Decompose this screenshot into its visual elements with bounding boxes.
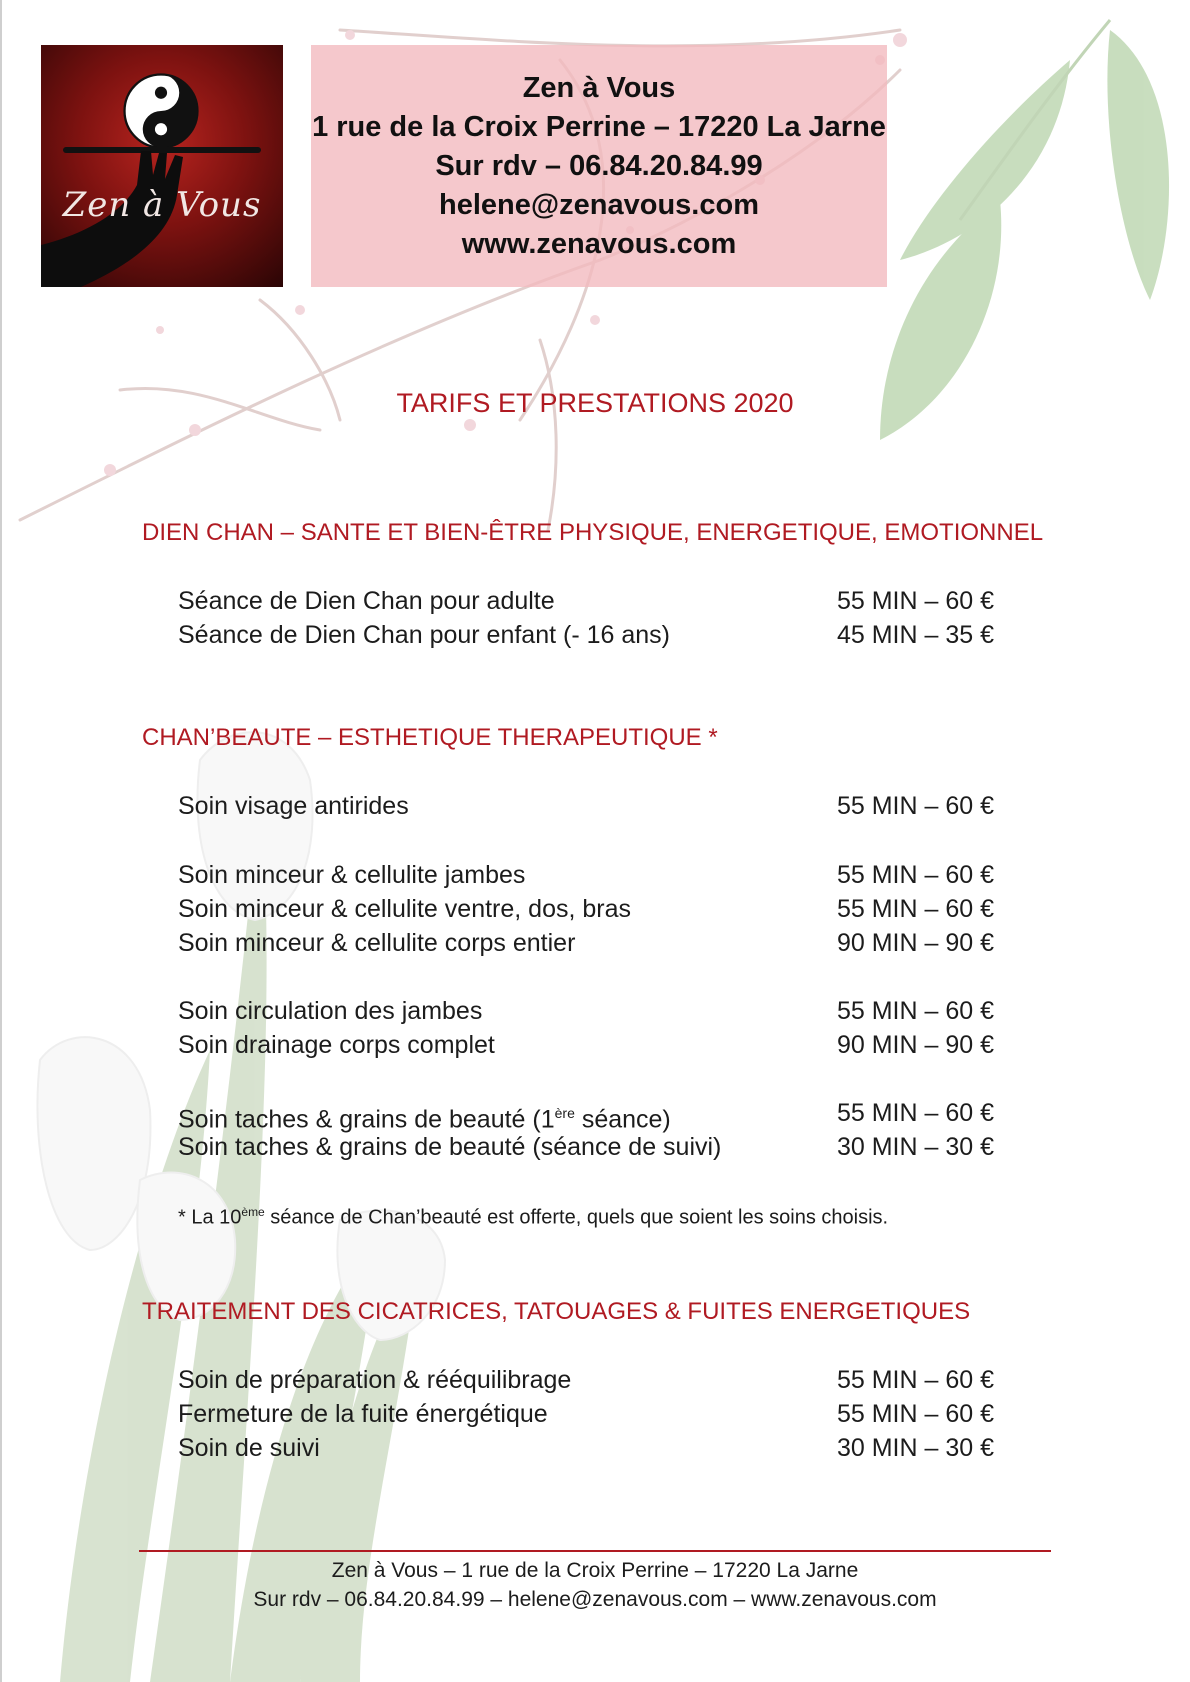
service-price: 55 MIN – 60 € <box>836 587 994 615</box>
service-price: 55 MIN – 60 € <box>836 1400 994 1428</box>
service-label: Soin taches & grains de beauté (séance de suivi) <box>178 1133 722 1161</box>
footnote: * La 10ème séance de Chan’beauté est offerte, quels que soient les soins choisis. <box>178 1205 889 1229</box>
section-cicatrices <box>142 1295 1062 1462</box>
email: helene@zenavous.com <box>439 188 759 221</box>
hand-silhouette-icon <box>41 45 283 287</box>
price-row <box>178 858 994 892</box>
service-label: Soin taches & grains de beauté (1ère séance) <box>178 1105 671 1134</box>
service-price: 55 MIN – 60 € <box>836 861 994 889</box>
price-row <box>178 1397 994 1431</box>
price-row <box>178 1363 994 1397</box>
service-price: 30 MIN – 30 € <box>836 1133 994 1161</box>
service-label: Soin minceur & cellulite corps entier <box>178 929 576 957</box>
section-title: TRAITEMENT DES CICATRICES, TATOUAGES & FUITES ENERGETIQUES <box>142 1298 971 1325</box>
service-label: Soin de suivi <box>178 1434 320 1462</box>
service-label: Soin drainage corps complet <box>178 1031 495 1059</box>
service-price: 55 MIN – 60 € <box>836 1366 994 1394</box>
footer-divider <box>139 1550 1051 1552</box>
footer <box>0 1556 1190 1614</box>
service-price: 55 MIN – 60 € <box>836 997 994 1025</box>
phone: Sur rdv – 06.84.20.84.99 <box>435 149 763 182</box>
footer-contact: Sur rdv – 06.84.20.84.99 – helene@zenavous.com – www.zenavous.com <box>253 1588 937 1611</box>
section-title: CHAN’BEAUTE – ESTHETIQUE THERAPEUTIQUE * <box>142 724 718 751</box>
service-label: Séance de Dien Chan pour enfant (- 16 ans) <box>178 621 670 649</box>
address: 1 rue de la Croix Perrine – 17220 La Jarne <box>312 110 886 143</box>
section-chan-beaute <box>142 721 1062 1229</box>
service-price: 55 MIN – 60 € <box>836 792 994 820</box>
price-row <box>178 618 994 652</box>
price-row <box>178 1130 994 1164</box>
service-price: 55 MIN – 60 € <box>836 1099 994 1127</box>
service-label: Soin minceur & cellulite ventre, dos, bras <box>178 895 631 923</box>
zen-a-vous-logo <box>41 45 283 287</box>
section-title: DIEN CHAN – SANTE ET BIEN-ÊTRE PHYSIQUE, ENERGETIQUE, EMOTIONNEL <box>142 519 1044 546</box>
price-row <box>178 892 994 926</box>
service-label: Soin de préparation & rééquilibrage <box>178 1366 572 1394</box>
price-row <box>178 789 994 823</box>
footer-address: Zen à Vous – 1 rue de la Croix Perrine – 17220 La Jarne <box>331 1559 859 1582</box>
price-row <box>178 1096 994 1134</box>
business-name: Zen à Vous <box>522 71 676 104</box>
service-label: Soin visage antirides <box>178 792 409 820</box>
price-row <box>178 584 994 618</box>
price-row <box>178 994 994 1028</box>
service-label: Fermeture de la fuite énergétique <box>178 1400 548 1428</box>
service-label: Soin minceur & cellulite jambes <box>178 861 526 889</box>
document-title: TARIFS ET PRESTATIONS 2020 <box>396 388 794 418</box>
service-price: 55 MIN – 60 € <box>836 895 994 923</box>
price-row <box>178 926 994 960</box>
price-row <box>178 1431 994 1465</box>
website: www.zenavous.com <box>461 227 737 260</box>
service-price: 90 MIN – 90 € <box>836 929 994 957</box>
section-dien-chan <box>142 516 1062 649</box>
price-row <box>178 1028 994 1062</box>
service-label: Séance de Dien Chan pour adulte <box>178 587 555 615</box>
contact-box <box>311 45 887 287</box>
service-price: 30 MIN – 30 € <box>836 1434 994 1462</box>
service-label: Soin circulation des jambes <box>178 997 483 1025</box>
service-price: 90 MIN – 90 € <box>836 1031 994 1059</box>
logo-text: Zen à Vous <box>62 185 262 225</box>
service-price: 45 MIN – 35 € <box>836 621 994 649</box>
